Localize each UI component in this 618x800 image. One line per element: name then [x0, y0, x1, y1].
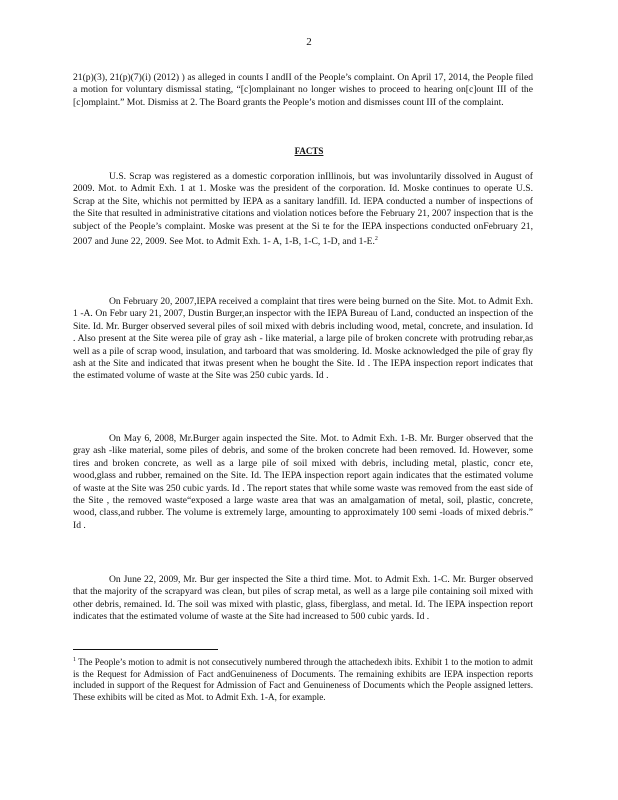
page-number: 2	[306, 36, 312, 48]
section-heading	[0, 146, 618, 156]
paragraph-3	[73, 433, 533, 532]
paragraph-4	[73, 574, 533, 624]
paragraph-4-text: On June 22, 2009, Mr. Bur ger inspected the Site a third time. Mot. to Admit Exh. 1-C. Mr. Burger observed that the majority of the scrapyard was clean, but piles of scrap metal, as well as a large pile containing soil mixed with other debris, remained. Id. The soil was mixed with plastic, glass, fiberglass, and metal. Id. The IEPA inspection report indicates that the estimated volume of waste at the Site had increased to 500 cubic yards. Id .	[73, 574, 533, 623]
footnote	[73, 655, 533, 703]
paragraph-2	[73, 296, 533, 383]
footnote-text: The People’s motion to admit is not consecutively numbered through the attachedexh ibits. Exhibit 1 to the motion to admit is the Request for Admission of Fact andGenuineness of Documents. The remaining exhibits are IEPA inspection reports included in support of the Request for Admission of Fact and Genuineness of Documents which the People assigned letters. These exhibits will be cited as Mot. to Admit Exh. 1-A, for example.	[73, 657, 533, 702]
footnote-divider	[73, 649, 218, 650]
paragraph-2-text: On February 20, 2007,IEPA received a complaint that tires were being burned on the Site. Mot. to Admit Exh. 1 -A. On Febr uary 21, 2007, Dustin Burger,an inspector with the IEPA Bureau of Land, conducted an inspection of the Site. Id. Mr. Burger observed several piles of soil mixed with debris including wood, metal, concrete, and insulation. Id . Also present at the Site werea pile of gray ash - like material, a large pile of broken concrete with protruding rebar,as well as a pile of scrap wood, insulation, and tarboard that was smoldering. Id. Moske acknowledged the pile of gray fly ash at the Site and indicated that itwas present when he bought the Site. Id . The IEPA inspection report indicates that the estimated volume of waste at the Site was 250 cubic yards. Id .	[73, 296, 533, 382]
intro-paragraph	[73, 72, 533, 109]
paragraph-3-text: On May 6, 2008, Mr.Burger again inspected the Site. Mot. to Admit Exh. 1-B. Mr. Burger observed that the gray ash -like material, some piles of debris, and some of the broken concrete had been removed. Id. However, some tires and broken concrete, as well as a large pile of soil mixed with debris, including metal, plastic, concr ete, wood,glass and rubber, remained on the Site. Id. The IEPA inspection report again indicates that the estimated volume of waste at the Site was 250 cubic yards. Id . The report states that while some waste was removed from the east side of the Site , the removed waste“exposed a large waste area that was an amalgamation of metal, soil, plastic, concrete, wood, class,and rubber. The volume is extremely large, amounting to approximately 100 semi -loads of mixed debris.” Id .	[73, 433, 533, 531]
footnote-marker: 2	[374, 236, 378, 243]
section-heading-text: FACTS	[294, 146, 324, 156]
footnote-ref: 1	[73, 657, 76, 663]
paragraph-1	[73, 171, 533, 249]
intro-text: 21(p)(3), 21(p)(7)(i) (2012) ) as alleged in counts I andII of the People’s complaint. On April 17, 2014, the People filed a motion for voluntary dismissal stating, “[c]omplainant no longer wishes to proceed to hearing on[c]ount III of the [c]omplaint.” Mot. Dismiss at 2. The Board grants the People’s motion and dismisses count III of the complaint.	[73, 72, 533, 108]
paragraph-1-text: U.S. Scrap was registered as a domestic corporation inIllinois, but was involuntarily dissolved in August of 2009. Mot. to Admit Exh. 1 at 1. Moske was the president of the corporation. Id. Moske continues to operate U.S. Scrap at the Site, whichis not permitted by IEPA as a sanitary landfill. Id. IEPA conducted a number of inspections of the Site that resulted in administrative citations and violation notices before the February 21, 2007 inspection that is the subject of the People’s complaint. Moske was present at the Si te for the IEPA inspections conducted onFebruary 21, 2007 and June 22, 2009. See Mot. to Admit Exh. 1- A, 1-B, 1-C, 1-D, and 1-E.	[73, 171, 533, 248]
